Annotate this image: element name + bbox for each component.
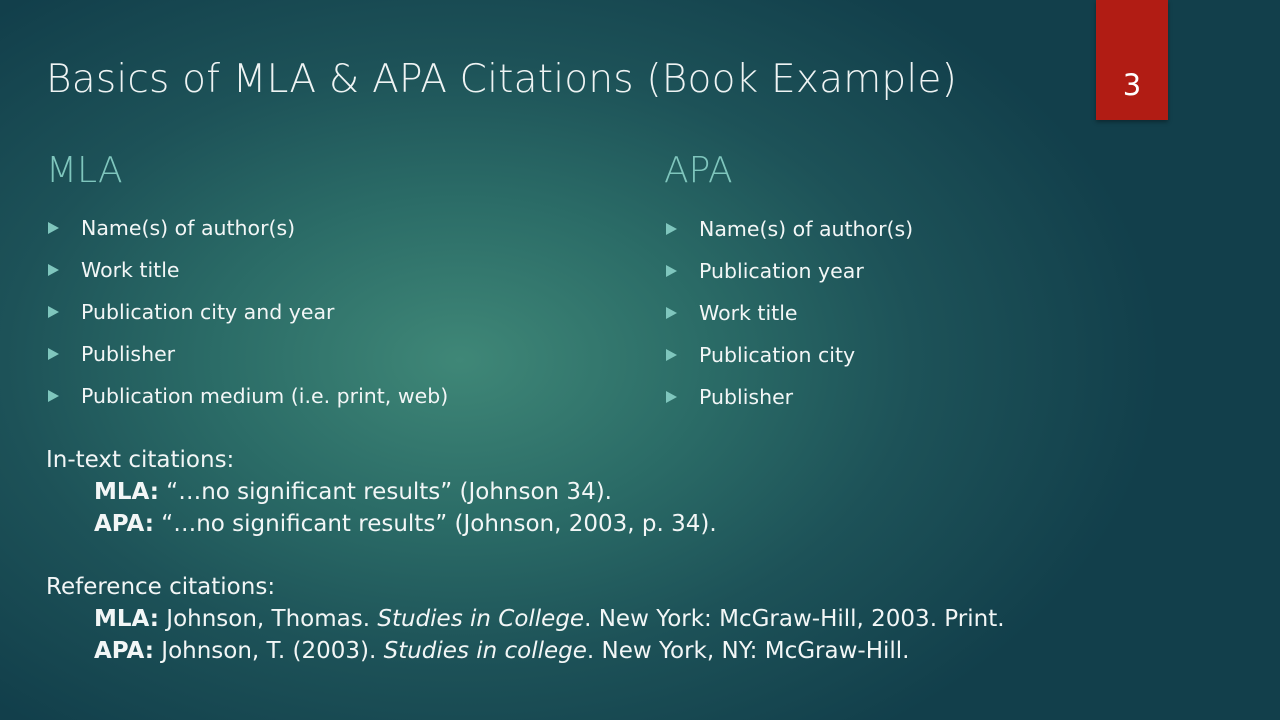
list-item	[46, 339, 448, 381]
apa-list	[664, 214, 913, 424]
list-item	[664, 256, 913, 298]
in-text-mla-text: “…no significant results” (Johnson 34).	[158, 479, 612, 505]
reference-mla-post: . New York: McGraw-Hill, 2003. Print.	[584, 606, 1005, 632]
reference-apa-line	[46, 635, 1005, 667]
reference-heading: Reference citations:	[46, 574, 276, 600]
in-text-citations	[46, 444, 717, 540]
bullet-arrow-icon	[666, 223, 677, 235]
list-item	[664, 298, 913, 340]
list-item	[46, 381, 448, 423]
list-item	[46, 297, 448, 339]
reference-apa-title: Studies in college	[383, 638, 587, 664]
bullet-arrow-icon	[666, 349, 677, 361]
reference-apa-pre: Johnson, T. (2003).	[153, 638, 384, 664]
list-item-text: Publisher	[699, 385, 794, 409]
list-item-text: Work title	[81, 258, 180, 282]
bullet-arrow-icon	[666, 265, 677, 277]
reference-mla-line	[46, 603, 1005, 635]
list-item-text: Publication city	[699, 343, 856, 367]
reference-mla-label: MLA:	[94, 606, 159, 632]
mla-heading: MLA	[46, 150, 123, 191]
bullet-arrow-icon	[48, 348, 59, 360]
bullet-arrow-icon	[666, 391, 677, 403]
list-item	[664, 340, 913, 382]
bullet-arrow-icon	[666, 307, 677, 319]
apa-heading: APA	[664, 150, 733, 191]
in-text-mla-line	[46, 476, 717, 508]
in-text-apa-line	[46, 508, 717, 540]
list-item-text: Work title	[699, 301, 798, 325]
reference-apa-label: APA:	[94, 638, 154, 664]
bullet-arrow-icon	[48, 264, 59, 276]
list-item-text: Publication city and year	[81, 300, 335, 324]
bullet-arrow-icon	[48, 306, 59, 318]
list-item-text: Publisher	[81, 342, 176, 366]
in-text-heading: In-text citations:	[46, 447, 235, 473]
list-item	[664, 382, 913, 424]
list-item	[46, 213, 448, 255]
in-text-apa-label: APA:	[94, 511, 154, 537]
list-item-text: Publication medium (i.e. print, web)	[81, 384, 449, 408]
page-number: 3	[1122, 68, 1142, 102]
reference-apa-post: . New York, NY: McGraw-Hill.	[586, 638, 910, 664]
page-number-badge	[1096, 0, 1168, 120]
bullet-arrow-icon	[48, 390, 59, 402]
in-text-mla-label: MLA:	[94, 479, 159, 505]
mla-list	[46, 213, 448, 423]
list-item-text: Publication year	[699, 259, 864, 283]
list-item	[46, 255, 448, 297]
list-item-text: Name(s) of author(s)	[699, 217, 914, 241]
reference-citations	[46, 571, 1005, 667]
reference-mla-title: Studies in College	[377, 606, 585, 632]
reference-mla-pre: Johnson, Thomas.	[158, 606, 378, 632]
slide-title: Basics of MLA & APA Citations (Book Example)	[46, 57, 958, 102]
list-item	[664, 214, 913, 256]
in-text-apa-text: “…no significant results” (Johnson, 2003, p. 34).	[153, 511, 717, 537]
list-item-text: Name(s) of author(s)	[81, 216, 296, 240]
bullet-arrow-icon	[48, 222, 59, 234]
